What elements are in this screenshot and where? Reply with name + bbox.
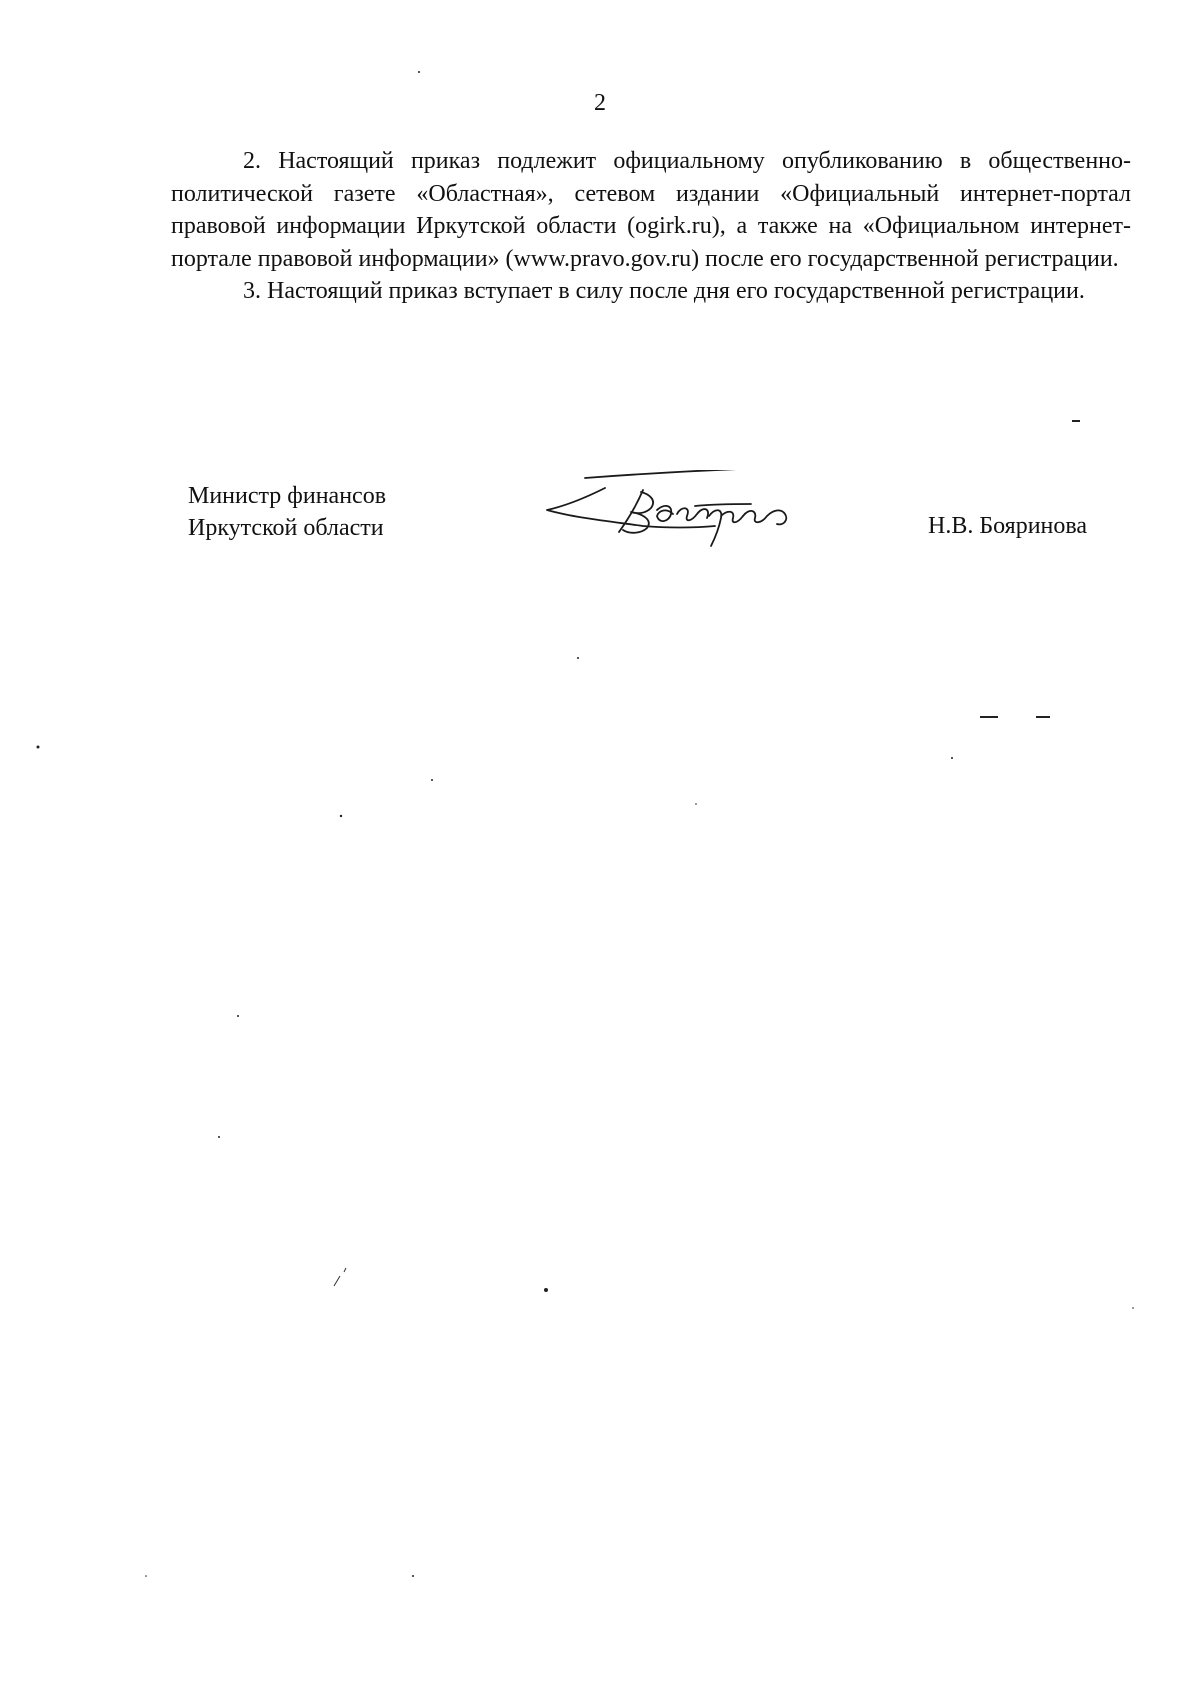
signer-position: [188, 480, 386, 544]
signer-position-line-2: Иркутской области: [188, 515, 384, 541]
paragraph-publication: [171, 145, 1131, 275]
handwritten-signature: [545, 470, 835, 560]
paragraph-publication-text: 2. Настоящий приказ подлежит официальному опубликованию в общественно-политической газете «Областная», сетевом издании «Официальный интернет-портал правовой информации Иркутской области (ogirk.ru), а также на «Официальном интернет-портале правовой информации» (www.pravo.gov.ru) после его государственной регистрации.: [171, 148, 1131, 272]
signer-name: Н.В. Бояринова: [928, 513, 1088, 539]
document-body: [171, 145, 1131, 308]
paragraph-entry-into-force-text: 3. Настоящий приказ вступает в силу после дня его государственной регистрации.: [243, 278, 1085, 304]
paragraph-entry-into-force: [171, 275, 1131, 308]
signer-position-line-1: Министр финансов: [188, 483, 387, 509]
page-number: 2: [594, 90, 606, 116]
